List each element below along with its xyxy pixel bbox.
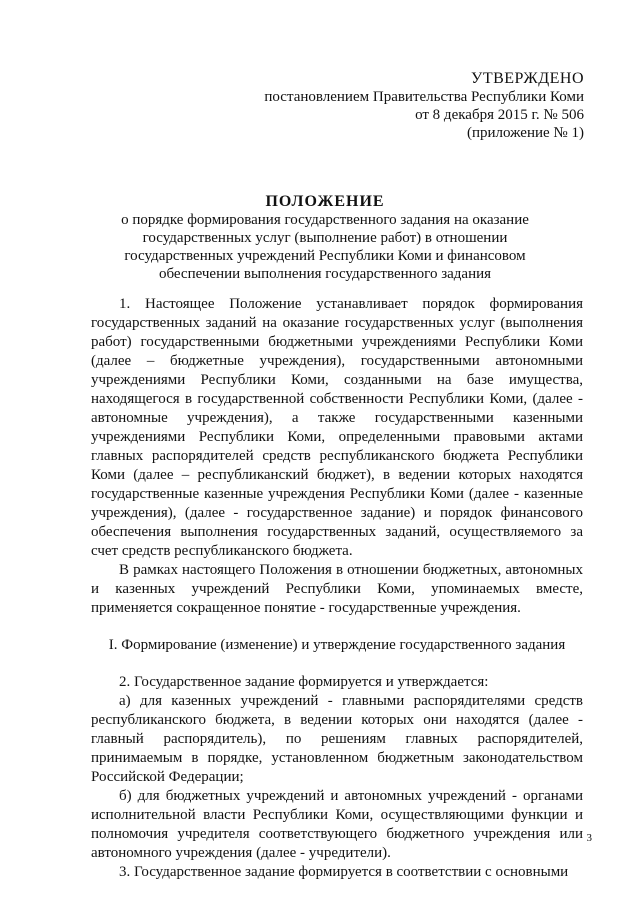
approval-date-line: от 8 декабря 2015 г. № 506	[415, 107, 584, 123]
paragraph-6: 3. Государственное задание формируется в соответствии с основными	[119, 864, 569, 880]
paragraph-3: 2. Государственное задание формируется и утверждается:	[119, 674, 489, 690]
paragraph-2: В рамках настоящего Положения в отношении бюджетных, автономных и казенных учреждений Республики Коми, упоминаемых вместе, применяется сокращенное понятие - государственные учреждения.	[91, 562, 583, 616]
approval-decree-line: постановлением Правительства Республики Коми	[264, 89, 584, 105]
document-body	[91, 295, 583, 882]
paragraph-1: 1. Настоящее Положение устанавливает порядок формирования государственных заданий на оказание государственных услуг (выполнения работ) государственными бюджетными учреждениями Республики Коми (далее – бюджетные учреждения), государственными автономными учреждениями Республики Коми, созданными на базе имущества, находящегося в государственной собственности Республики Коми, (далее - автономные учреждения), а также государственными казенными учреждениями Республики Коми, определенными правовыми актами главных распорядителей средств республиканского бюджета Республики Коми (далее – республиканский бюджет), в ведении которых находятся государственные казенные учреждения Республики Коми (далее - казенные учреждения), (далее - государственное задание) и порядок финансового обеспечения выполнения государственных заданий, осуществляемого за счет средств республиканского бюджета.	[91, 296, 583, 559]
approval-label: УТВЕРЖДЕНО	[470, 70, 584, 87]
document-title-block	[90, 193, 560, 283]
approval-appendix-line: (приложение № 1)	[466, 125, 584, 141]
section-heading-1: I. Формирование (изменение) и утверждение государственного задания	[108, 637, 566, 653]
document-subtitle: о порядке формирования государственного задания на оказание государственных услуг (выполнение работ) в отношении государственных учреждений Республики Коми и финансовом обеспечении выполнения государственного задания	[121, 212, 529, 282]
approval-stamp	[264, 70, 584, 142]
document-title: ПОЛОЖЕНИЕ	[265, 193, 385, 210]
paragraph-4: а) для казенных учреждений - главными распорядителями средств республиканского бюджета, в ведении которых они находятся (далее - главный распорядитель), по решениям главных распорядителей, принимаемым в порядке, установленном бюджетным законодательством Российской Федерации;	[91, 693, 583, 785]
page-number: 3	[586, 832, 592, 844]
paragraph-5: б) для бюджетных учреждений и автономных учреждений - органами исполнительной власти Республики Коми, осуществляющими функции и полномочия учредителя соответствующего бюджетного учреждения или автономного учреждения (далее - учредители).	[91, 788, 583, 861]
